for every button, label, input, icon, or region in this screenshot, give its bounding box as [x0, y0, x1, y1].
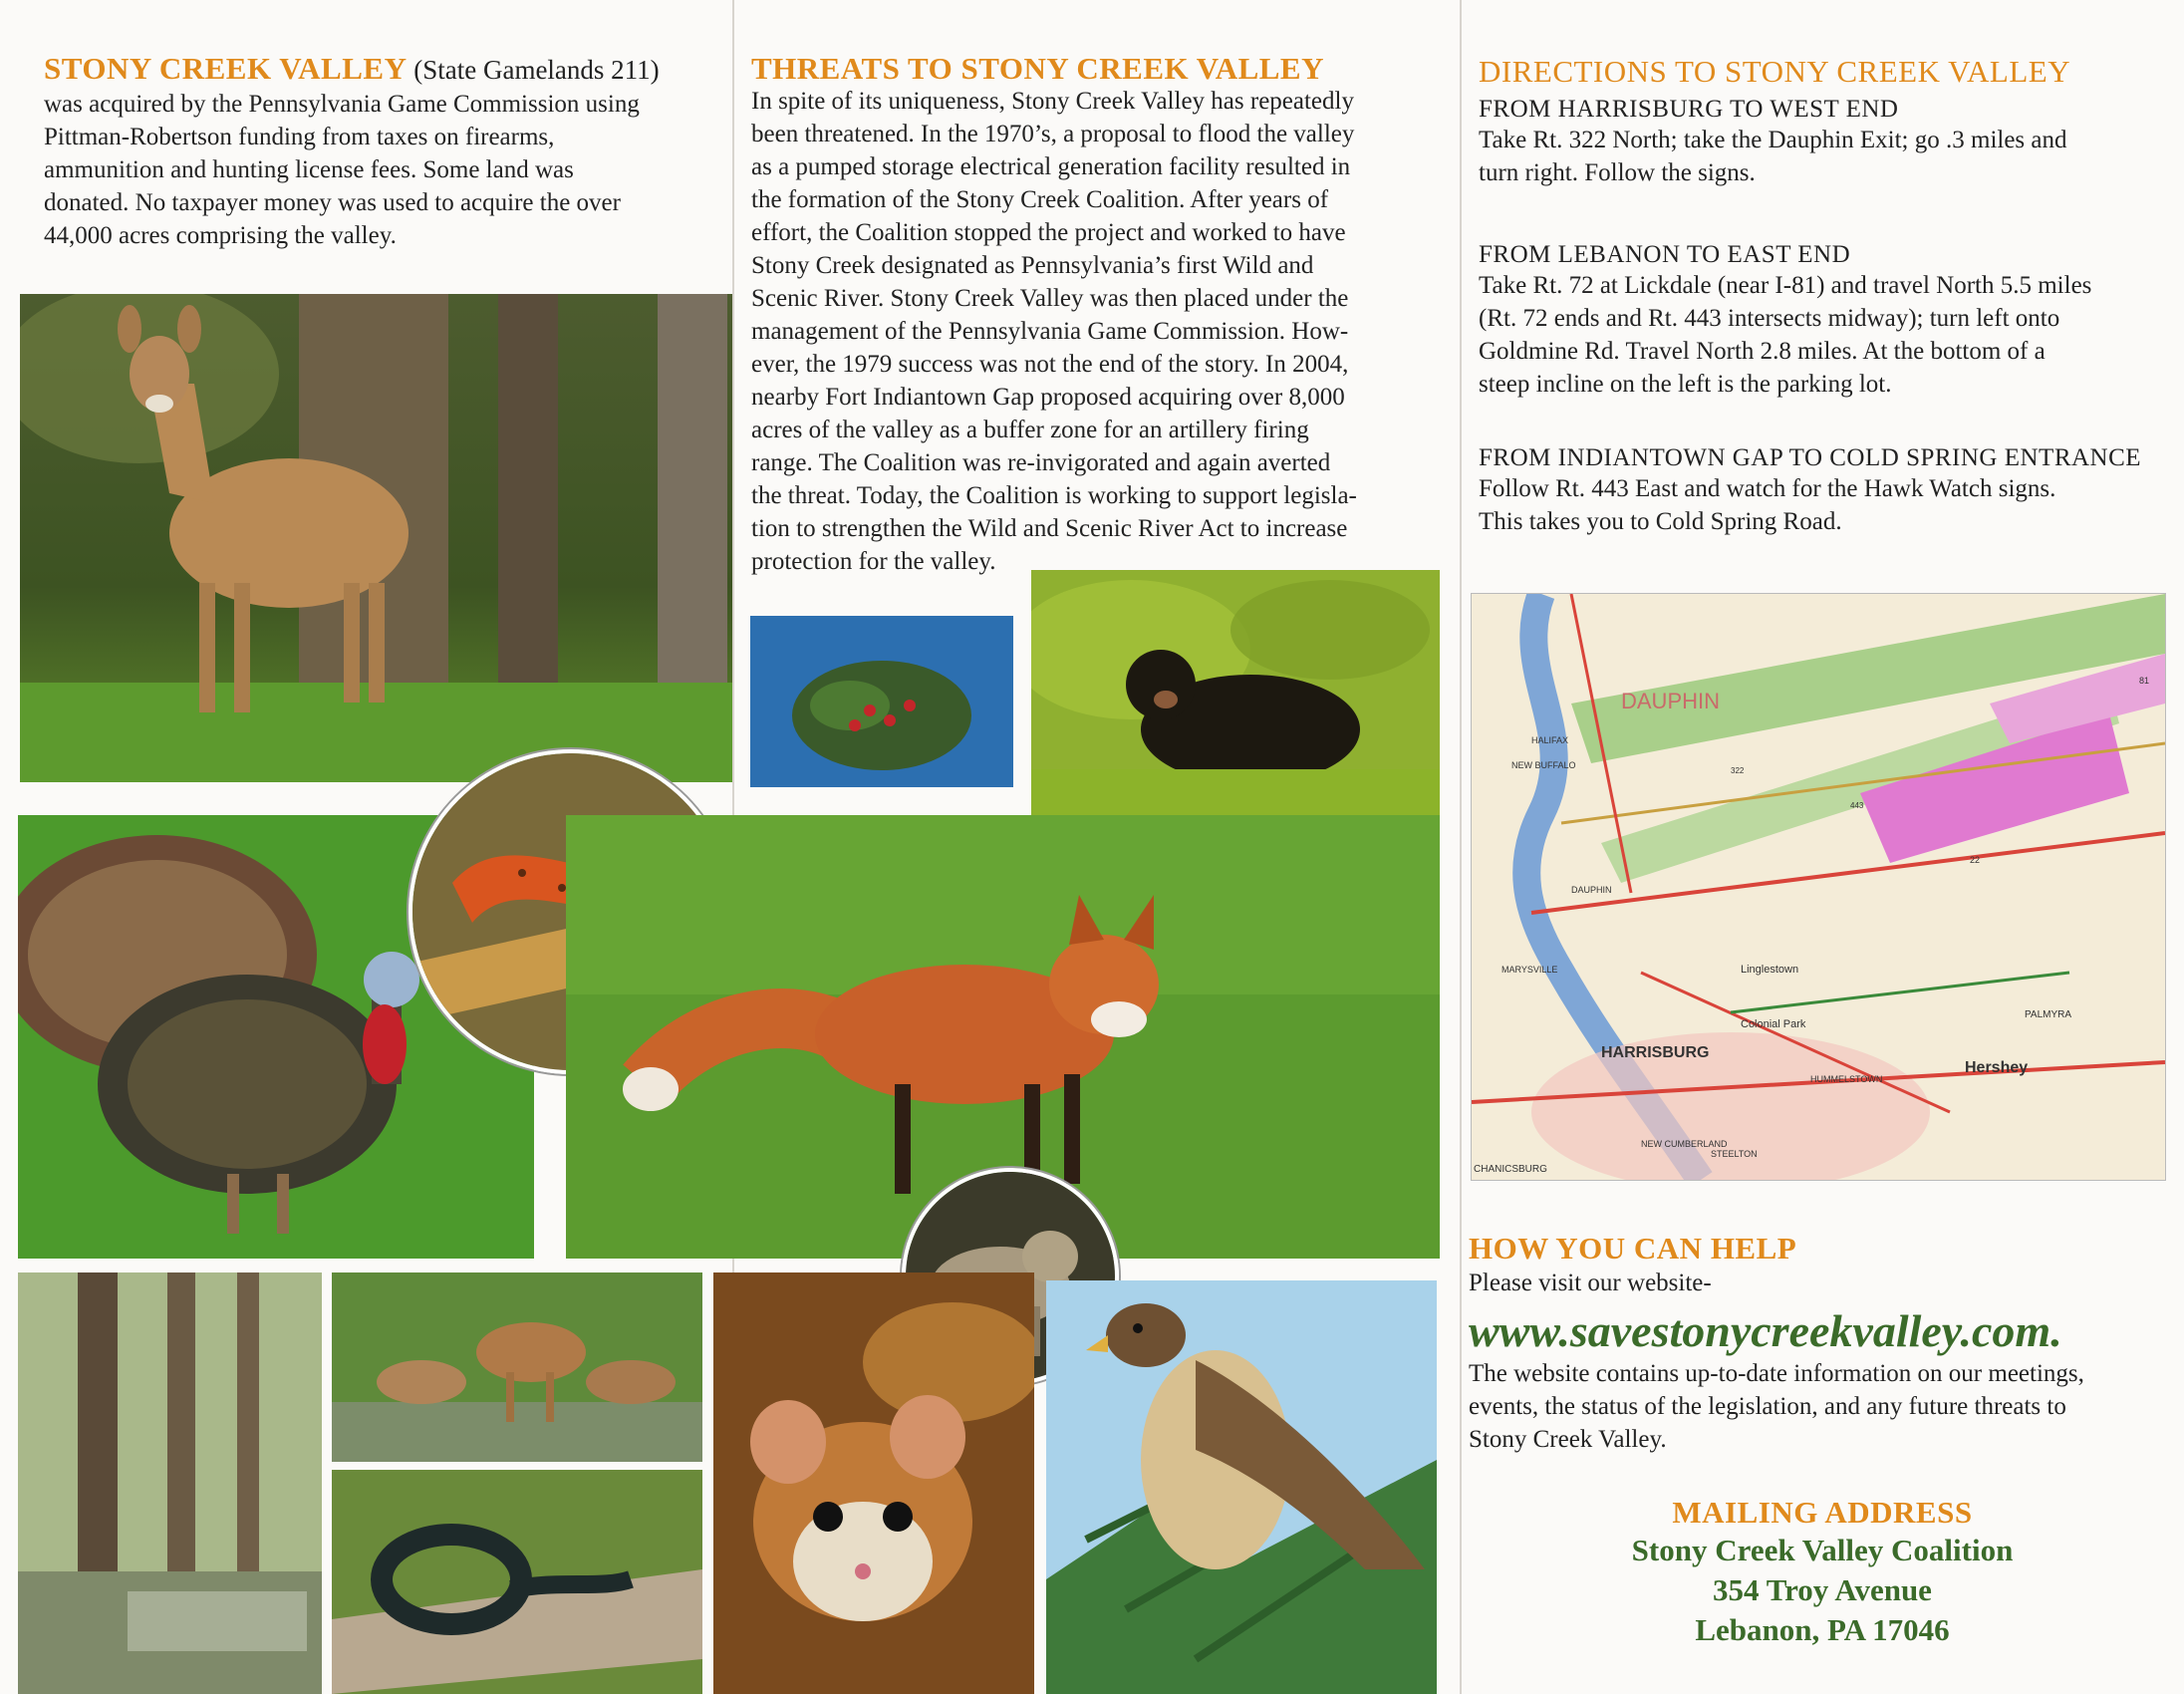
help-line: The website contains up-to-date information on our meetings, — [1469, 1360, 2084, 1387]
map-label-halifax: HALIFAX — [1531, 735, 1569, 745]
map-label-new-cumberland: NEW CUMBERLAND — [1641, 1139, 1728, 1149]
help-title: HOW YOU CAN HELP — [1469, 1231, 1797, 1266]
middle-line: Stony Creek designated as Pennsylvania’s first Wild and — [751, 252, 1314, 279]
mouse-photo — [713, 1272, 1034, 1694]
map-label-route-322: 322 — [1731, 766, 1745, 775]
left-line: was acquired by the Pennsylvania Game Commission using — [44, 91, 640, 118]
map-label-hershey: Hershey — [1965, 1059, 2029, 1076]
directions-line: (Rt. 72 ends and Rt. 443 intersects midway); turn left onto — [1479, 305, 2060, 332]
help-block — [1469, 1231, 2176, 1456]
help-intro: Please visit our website- — [1469, 1270, 1712, 1296]
left-title: STONY CREEK VALLEY — [44, 51, 408, 86]
mailing-city: Lebanon, PA 17046 — [1695, 1612, 1950, 1647]
forest-photo — [18, 1272, 322, 1694]
middle-line: nearby Fort Indiantown Gap proposed acquiring over 8,000 — [751, 384, 1345, 411]
middle-line: acres of the valley as a buffer zone for an artillery firing — [751, 417, 1309, 443]
website-link[interactable]: www.savestonycreekvalley.com. — [1469, 1305, 2062, 1356]
middle-line: In spite of its uniqueness, Stony Creek Valley has repeatedly — [751, 88, 1354, 115]
map-label-route-81: 81 — [2139, 676, 2150, 686]
middle-line: tion to strengthen the Wild and Scenic River Act to increase — [751, 515, 1348, 542]
directions-line: Follow Rt. 443 East and watch for the Hawk Watch signs. — [1479, 475, 2056, 502]
directions-block — [1479, 54, 2176, 538]
middle-line: been threatened. In the 1970’s, a proposal to flood the valley — [751, 121, 1355, 147]
middle-line: ever, the 1979 success was not the end of the story. In 2004, — [751, 351, 1349, 378]
directions-title: DIRECTIONS TO STONY CREEK VALLEY — [1479, 54, 2071, 89]
map-label-colonial-park: Colonial Park — [1741, 1018, 1806, 1030]
left-intro — [44, 52, 731, 252]
map-label-palmyra: PALMYRA — [2025, 1009, 2072, 1020]
bear-photo — [1031, 570, 1440, 857]
deer-photo — [20, 294, 732, 782]
left-line: Pittman-Robertson funding from taxes on firearms, — [44, 124, 555, 150]
map-label-route-443: 443 — [1850, 801, 1864, 810]
directions-heading-lebanon: FROM LEBANON TO EAST END — [1479, 241, 1851, 268]
directions-heading-harrisburg: FROM HARRISBURG TO WEST END — [1479, 96, 1899, 123]
middle-line: the formation of the Stony Creek Coalition. After years of — [751, 186, 1329, 213]
directions-line: turn right. Follow the signs. — [1479, 159, 1756, 186]
map-label-harrisburg: HARRISBURG — [1601, 1044, 1710, 1061]
left-title-suffix: (State Gamelands 211) — [407, 55, 660, 85]
middle-line: the threat. Today, the Coalition is working to support legisla- — [751, 482, 1357, 509]
middle-line: range. The Coalition was re-invigorated and again averted — [751, 449, 1331, 476]
map-label-linglestown: Linglestown — [1741, 964, 1799, 976]
snake-photo — [332, 1470, 702, 1694]
directions-line: Take Rt. 72 at Lickdale (near I-81) and travel North 5.5 miles — [1479, 272, 2092, 299]
mailing-title: MAILING ADDRESS — [1672, 1495, 1973, 1530]
directions-line: Take Rt. 322 North; take the Dauphin Exit; go .3 miles and — [1479, 127, 2067, 153]
directions-line: steep incline on the left is the parking lot. — [1479, 371, 1892, 398]
middle-line: as a pumped storage electrical generation facility resulted in — [751, 153, 1351, 180]
hawk-photo — [1046, 1280, 1437, 1694]
map-label-dauphin-town: DAUPHIN — [1571, 885, 1612, 895]
fold-line-right — [1460, 0, 1462, 1694]
middle-title: THREATS TO STONY CREEK VALLEY — [751, 51, 1324, 86]
middle-text — [751, 52, 1449, 578]
middle-line: protection for the valley. — [751, 548, 996, 575]
map-label-steelton: STEELTON — [1711, 1149, 1758, 1159]
area-map — [1471, 593, 2166, 1181]
map-label-route-22: 22 — [1970, 855, 1981, 865]
left-line: donated. No taxpayer money was used to acquire the over — [44, 189, 621, 216]
help-line: Stony Creek Valley. — [1469, 1426, 1667, 1453]
middle-line: Scenic River. Stony Creek Valley was then placed under the — [751, 285, 1349, 312]
mailing-block — [1469, 1495, 2176, 1650]
help-line: events, the status of the legislation, and any future threats to — [1469, 1393, 2066, 1420]
mailing-name: Stony Creek Valley Coalition — [1631, 1533, 2014, 1567]
left-line: 44,000 acres comprising the valley. — [44, 222, 397, 249]
directions-line: Goldmine Rd. Travel North 2.8 miles. At the bottom of a — [1479, 338, 2046, 365]
middle-line: effort, the Coalition stopped the project and worked to have — [751, 219, 1346, 246]
mailing-street: 354 Troy Avenue — [1713, 1572, 1932, 1607]
directions-heading-indiantown: FROM INDIANTOWN GAP TO COLD SPRING ENTRANCE — [1479, 444, 2142, 471]
left-line: ammunition and hunting license fees. Some land was — [44, 156, 574, 183]
map-label-hummelstown: HUMMELSTOWN — [1810, 1074, 1883, 1084]
directions-line: This takes you to Cold Spring Road. — [1479, 508, 1842, 535]
map-label-new-buffalo: NEW BUFFALO — [1511, 760, 1576, 770]
map-label-dauphin-county: DAUPHIN — [1621, 689, 1721, 713]
map-label-mechanicsburg: CHANICSBURG — [1474, 1164, 1547, 1175]
middle-line: management of the Pennsylvania Game Commission. How- — [751, 318, 1349, 345]
map-label-marysville: MARYSVILLE — [1502, 965, 1558, 975]
berries-photo — [750, 616, 1013, 787]
fawns-photo — [332, 1272, 702, 1462]
